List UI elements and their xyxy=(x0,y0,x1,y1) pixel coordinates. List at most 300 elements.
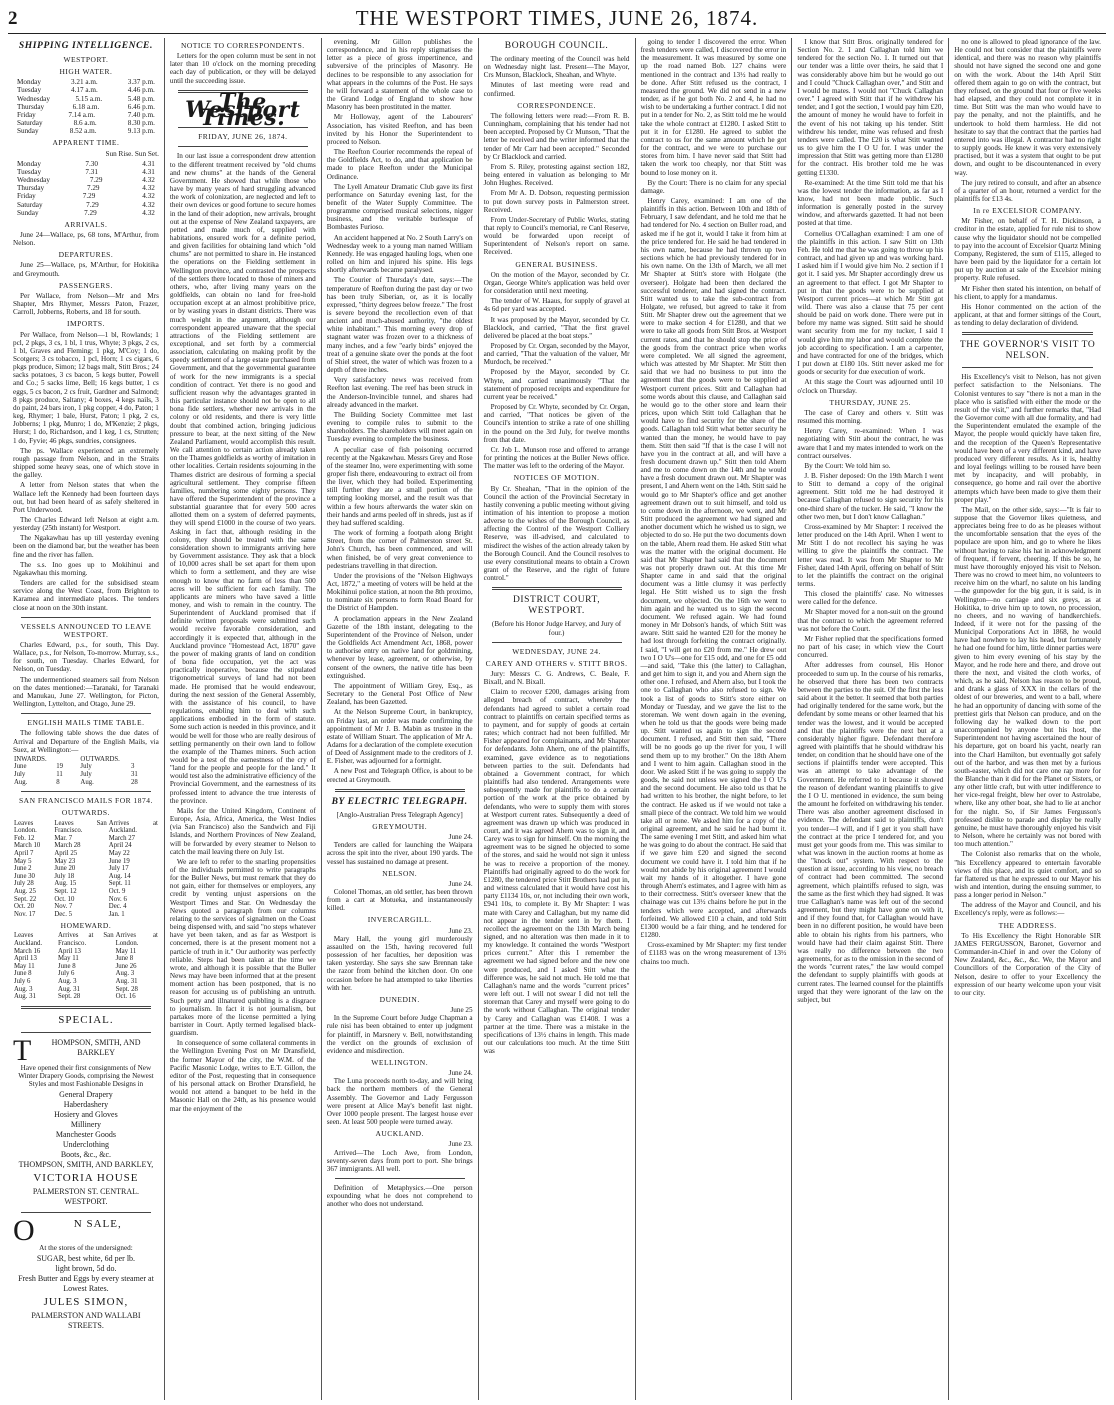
correspondence-heading: CORRESPONDENCE. xyxy=(517,100,596,110)
telegram-date: June 23. xyxy=(448,926,473,935)
sf-row-cell: Mar. 7 xyxy=(54,834,73,842)
mails-table xyxy=(13,756,159,786)
telegram-text: Tenders are called for launching the Waipara across the spit into the river, about 190 yards. The vessel has sustained no damage at present. xyxy=(326,841,473,866)
steamers-text: The undermentioned steamers sail from Nelson on the dates mentioned:—Taranaki, for Taranaki and Manukau, June 27. Wellington, for Picton, Wellington, Lyttelton, and Otago, June 29. xyxy=(13,675,159,709)
telegram-text: The Luna proceeds north to-day, and will bring back the northern members of the General Assembly. The Governor and Lady Fergusson were present at Alice May's benefit last night. Over 1000 people present. The largest house ever seen. At least 500 people were turned away. xyxy=(326,1077,473,1127)
sf-home-row xyxy=(13,955,159,963)
sf-row-cell: May 22 xyxy=(108,849,130,857)
tide-row-cell: 3.37 p.m. xyxy=(127,78,155,87)
sun-row-cell: 4.32 xyxy=(142,184,155,193)
sf-row-cell: Oct. 9 xyxy=(108,887,126,895)
sun-row xyxy=(17,176,155,184)
divider xyxy=(21,617,151,618)
thursday-heading: THURSDAY, JUNE 25. xyxy=(829,397,912,407)
telegram-text: Colonel Thomas, an old settler, has been thrown from a cart at Motueka, and instantaneously killed. xyxy=(326,888,473,913)
mail-row xyxy=(13,779,159,787)
paragraph: Mr Fisher, on behalf of T. H. Dickinson, a creditor in the estate, applied for rule nisi to show cause why the liquidator should not be compelled to pay into the account of Excelsior Quartz Mining Company, Registered, the sum of £115, alleged to have been paid by the liquidator for a certain lot put up by auction at sale of the Excelsior mining property. Rule refused. xyxy=(954,217,1101,283)
tsb-item: Millinery xyxy=(70,1120,102,1130)
sun-row-cell: 4.32 xyxy=(142,208,155,217)
general-business-heading: GENERAL BUSINESS. xyxy=(515,259,598,269)
mails-col-in: INWARDS. xyxy=(14,755,47,763)
tide-row-cell: 8.52 a.m. xyxy=(69,127,97,136)
sf-home-row-cell: July 6 xyxy=(14,978,31,985)
excelsior-paragraphs xyxy=(954,217,1101,327)
telegram-text: Arrived—The Loch Awe, from London, seventy-seven days from port to port. She brings 367 immigrants. All well. xyxy=(326,1148,473,1173)
telegram-date: June 24. xyxy=(448,879,473,888)
excelsior-heading: In re EXCELSIOR COMPANY. xyxy=(973,206,1082,216)
sf-row-cell: April 25 xyxy=(54,849,78,857)
paragraph: Minutes of last meeting were read and confirmed. xyxy=(483,81,630,98)
address-text: To His Excellency the Right Honorable SIR JAMES FERGUSSON, Baronet, Governor and Commander-in-Chief in and over the Colony of New Zealand, &c., &c., &c. We, the Mayor and Councillors of the Corporation of the City of Nelson, desire to offer to your Excellency the expression of our hearty welcome upon your visit to our city. xyxy=(954,931,1101,997)
mail-row-cell: June xyxy=(14,763,27,771)
paragraph: I know that Stitt Bros. originally tendered for Section No. 2. I and Callaghan told him we tendered for the section No. 1. It turned out that our tender was a little over theirs, he said that I was considerably above him but he would go out and I could "Chuck Callaghan over," and Stitt and I would be mates. I would not "Chuck Callaghan over." I agreed with Stitt that if he withdrew his tender, and I got the section, I would pay him £20, the amount of money he would have to forfeit in the event of his not taking up his tender. Stitt withdrew his tender, mine was refused and fresh tenders were called. The £20 is what Stitt wanted us to give him the I O U for. I was under the impression that Stitt was getting more than £1280 for the contract. His brother told me he was getting £1330. xyxy=(797,38,944,177)
telegram-place: AUCKLAND. xyxy=(375,1129,424,1139)
passengers-text: Per Wallace, from Nelson—Mr and Mrs Shapter, Mrs Rhymer, Messrs Paton, Frazer, Carroll, Jobberns, Roberts, and 18 for south. xyxy=(13,291,159,317)
divider xyxy=(335,789,465,792)
notices-of-motion-heading: NOTICES OF MOTION. xyxy=(513,473,600,483)
paragraph: The case of Carey and others v. Stitt was resumed this morning. xyxy=(797,408,944,426)
paragraph: The following letters were read:—From R. B. Cunningham, complaining that his tender had not been accepted. Proposed by Cr Munson, "That the letter be received and the writer informed that the tender of Mr Carr had been accepted." Seconded by Cr Blacklock and carried. xyxy=(483,111,630,161)
paragraph: Henry Carey, re-examined: When I was negotiating with Stitt about the contract, he was aware that I and my mates intended to work on the contract ourselves. xyxy=(797,427,944,460)
telegram-place: NELSON. xyxy=(382,868,418,878)
sf-home-row xyxy=(13,993,159,1001)
mail-row-cell: 8 xyxy=(56,778,60,786)
tide-row xyxy=(17,78,155,86)
sf-heading: SAN FRANCISCO MAILS FOR 1874. xyxy=(18,796,153,806)
column-2 xyxy=(165,38,322,1400)
tide-table xyxy=(17,78,155,135)
special-heading: SPECIAL. xyxy=(58,1013,114,1026)
paragraph: The tender of W. Haaus, for supply of gravel at 4s 6d per yard was accepted. xyxy=(483,297,630,314)
westport-heading: WESTPORT. xyxy=(63,55,109,64)
sf-row xyxy=(13,858,159,866)
paragraph: The Courier of Thursday's date, says:—The temperature of Reefton during the past day or two has been truly Siberian, or, as it is locally expressed, "thirty degrees below freeze." The frost is severe beyond the recollection even of that ancient and much-abused authority, "the oldest white inhabitant." This morning every drop of stagnant water was frozen over to a thickness of many inches, and a few "early birds" enjoyed the treat of a genuine skate over the ponds at the foot of Shiel street, the water of which was frozen to a depth of three inches. xyxy=(326,276,473,375)
divider xyxy=(335,1178,465,1179)
sf-home-row-cell: Oct. 16 xyxy=(115,993,136,1001)
tsb-item: Manchester Goods xyxy=(55,1130,117,1140)
sf-home-row-cell: June 8 xyxy=(58,962,76,970)
paragraph: The address of the Mayor and Council, and his Excellency's reply, were as follows:— xyxy=(954,901,1101,918)
victoria-house: VICTORIA HOUSE xyxy=(33,1172,139,1185)
on-sale-heading: N SALE, xyxy=(73,1218,122,1231)
paragraph: Under the provisions of the "Nelson Highways Act, 1872," a meeting of voters will be held at the Mokihinui police station, at noon the 8th proximo, to nominate six persons to form Road Board for the District of Hampden. xyxy=(326,571,473,613)
agency-line: [Anglo-Australian Press Telegraph Agency] xyxy=(336,810,463,819)
sf-home-row-cell: June 26 xyxy=(115,962,137,970)
sf-home-row-cell: Aug. 31 xyxy=(14,993,36,1001)
paragraph: At this stage the Court was adjourned until 10 o'clock on Thursday. xyxy=(797,378,944,395)
paragraph: From Under-Secretary of Public Works, stating that reply to Council's memorial, re Canl Reserve, would be forwarded upon receipt of Superintendent of Nelson's report on same. Received. xyxy=(483,215,630,257)
sf-home-row-cell: Aug. 3 xyxy=(58,978,77,985)
column-header: Arrives at Auckland. xyxy=(108,819,158,835)
sf-row-cell: July 28 xyxy=(14,880,34,888)
tide-row-cell: 5.48 p.m. xyxy=(127,94,155,103)
sf-home-row-cell: June 8 xyxy=(115,955,134,963)
mail-row xyxy=(13,763,159,771)
mail-row-cell: 11 xyxy=(56,771,63,779)
sf-row-cell: July 17 xyxy=(108,865,129,873)
dropcap-t: T xyxy=(13,1033,32,1067)
paragraph: After addresses from counsel, His Honor proceeded to sum up. In the course of his remarks, he observed that there has been two contracts between the parties to the suit. Of the first the less said about it the better. It seemed that both parties had originally tendered for the same work, but the defendant by some means or other learned that his tender was the lowest, and it would be accepted and that the plaintiffs were the next but at a considerably higher figure. Defendant therefore agreed with plaintiffs that he should withdraw his tender, on condition that he should have one of the sections if plaintiffs tender were accepted. This was an attempt to take advantage of the Government. He referred to it because it showed the reason of defendant wanting plaintiffs to give the I O U. mentioned in evidence, the sum being the amount he forfeited on withdrawing his tender. There was also another agreement disclosed in evidence. The defendant said to plaintiffs, don't you tender—I will, and if I get it you shall have the contract at the price I tendered for, and you must get your goods from me. This was similar to what was known in the auction rooms at home as the "knock out" system. With respect to the question at issue, according to his view, no breach of contract had been committed. The second agreement, which plaintiffs refused to sign, was the same as the first which they had signed. It was true Callaghan's name was left out of the second agreement, but they might have gone on with it, and if they found that, for Callaghan would have been in no different position, he would have been able to obtain his rights from his partners, who would have had their claim against Stitt. There was really no difference between the two agreements, for as to the omission in the second of the words "current rates," the law would compel the defendant to supply plaintiffs with goods at current rates. The learned counsel for the plaintiffs urged that they were ignorant of the law on the subject, but xyxy=(797,661,944,1004)
editorial xyxy=(170,152,316,1112)
tsb-item: Haberdashery xyxy=(63,1100,109,1110)
paragraph: An accident happened at No. 2 South Larry's on Wednesday week to a young man named William Kennedy. He was engaged hauling logs, when one rolled on him and injured his spine. His legs shortly afterwards became paralysed. xyxy=(326,233,473,275)
divider xyxy=(21,713,151,714)
paragraph: By the Court: We told him so. xyxy=(804,461,891,470)
district-court-heading: DISTRICT COURT, WESTPORT. xyxy=(512,595,601,617)
tide-row-cell: 8.30 p.m. xyxy=(127,119,155,128)
sf-row-cell: Nov. 7 xyxy=(54,903,73,911)
sf-homeward-table xyxy=(13,932,159,1000)
sf-home-row-cell: Aug. 31 xyxy=(58,985,80,993)
sf-home-row xyxy=(13,978,159,986)
tsb-items xyxy=(13,1090,159,1160)
sun-row xyxy=(17,209,155,217)
sun-row xyxy=(17,192,155,200)
paragraph: The Lyell Amateur Dramatic Club gave its first performance on Saturday evening last, for the benefit of the Water Supply Committee. The programme comprised musical selections, nigger business, and the veritable burlesque of Bombastes Furioso. xyxy=(326,182,473,232)
telegram-date: June 24. xyxy=(448,833,473,842)
dateline: FRIDAY, JUNE 26, 1874. xyxy=(198,132,288,142)
divider xyxy=(492,642,622,643)
paragraph: His Excellency's visit to Nelson, has not given perfect satisfaction to the Nelsonians. The Colonist ventures to say "there is not a man in the place who is satisfied with either the mode or the result of the visit," and further remarks that, "Had the Governor come with all due formality, and had the Superintendent emulated the example of the Mayor, the people would quickly have taken fire, and the reception of the Queen's Representative would have been of a very different kind, and have produced very different results. As it is, healthy and loyal feelings willing to be roused have been met by incapacity, and will probably, in consequence, go home and rail over the abortive attempts which have been made to give them their proper play." xyxy=(954,373,1101,504)
column-header: Leaves Auckland. xyxy=(14,932,43,948)
tide-row-cell: 6.18 a.m. xyxy=(72,102,100,111)
sf-home-row-cell: June 8 xyxy=(14,970,32,978)
sun-row-cell: Friday xyxy=(17,192,36,201)
tide-row-cell: Sunday xyxy=(17,127,39,136)
sf-home-row-cell: May 11 xyxy=(115,947,137,955)
tsb-name: HOMPSON, SMITH, AND BARKLEY xyxy=(51,1037,141,1057)
governors-visit-heading: THE GOVERNOR'S VISIT TO NELSON. xyxy=(959,340,1096,362)
sf-row xyxy=(13,911,159,919)
news-paragraphs xyxy=(327,38,473,784)
column-header: Leaves London. xyxy=(14,819,37,835)
sun-row-cell: Wednesday xyxy=(17,176,50,185)
sf-home-row-cell: July 6 xyxy=(58,970,75,978)
mail-row-cell: Aug. xyxy=(14,778,28,786)
sun-row-cell: Thursday xyxy=(17,184,45,193)
column-header: Arrives at San Francisco. xyxy=(58,932,114,948)
telegram-date: June 25 xyxy=(450,1006,473,1015)
tsb-item: General Drapery xyxy=(59,1090,113,1100)
sun-row-cell: 7.30 xyxy=(85,159,98,168)
telegram-text: In the Supreme Court before Judge Chapman a rule nisi has been obtained to enter up judgment for plaintiff, in Marsnery v. Bell, notwithstanding the verdict on the grounds of exclusion of evidence and misdirection. xyxy=(326,1014,473,1055)
mails-col-out: OUTWARDS. xyxy=(80,755,120,763)
tsb-signature: THOMPSON, SMITH, AND BARKLEY, xyxy=(18,1160,154,1170)
paragraph: The ps. Wallace experienced an extremely rough passage from Nelson, and in the Straits shipped some heavy seas, one of which stove in the galley. xyxy=(13,446,159,480)
sf-row-cell: Dec. 5 xyxy=(54,910,73,918)
sun-row-cell: 4.32 xyxy=(142,200,155,209)
tide-row-cell: 6.46 p.m. xyxy=(127,102,155,111)
apparent-time-heading: APPARENT TIME. xyxy=(52,138,120,148)
paragraph: A proclamation appears in the New Zealand Gazette of the 18th instant, delegating to the Superintendent of the Province of Nelson, under the Goldfields Act Amendment Act, 1868, power to authorise entry on native land for goldmining, whenever by lease, agreement, or otherwise, by consent of the owners, the native title has been extinguished. xyxy=(326,614,473,680)
paragraph: Mr Holloway, agent of the Labourers' Association, has visited Reefton, and has been invited by his Honor the Superintendent to proceed to Nelson. xyxy=(326,113,473,146)
sf-row xyxy=(13,865,159,873)
paragraph: In consequence of some collateral comments in the Wellington Evening Post on Mr Dransfield, the former Mayor of the city, the W.M. of the Pacific Masonic Lodge, writes to E.T. Gillon, the editor of the Post, requesting that in consequence of his personal attack on Brother Dransfield, he would not attend a banquet to be held in the Masonic Hall on the 24th, as his presence would mar the enjoyment of the xyxy=(169,1039,316,1113)
westport-line: WESTPORT. xyxy=(64,1197,108,1207)
notice-heading: NOTICE TO CORRESPONDENTS. xyxy=(180,41,305,50)
sf-row-cell: Dec. 4 xyxy=(108,903,127,911)
paragraph: In our last issue a correspondent drew attention to the different treatment received by "old chums and new chums" at the hands of the General Government. He showed that while those who have by many years of hard struggling advanced the work of colonization, are neglected and left to their own devices or good fortune to secure homes in the land of their adoption, new arrivals, brought out at the expense of New Zealand taxpayers, are petted and made much of, supplied with habitations, ensured work for a definite period, and given facilities for obtaining land which "old chums" are not permitted to share in. He instanced the operations on the Fielding settlement in Wellington province, and contrasted the prospects of the settlers there located to those of miners and others, who, after living many years on the goldfields, can obtain no land for free-hold occupation except at an almost prohibitive price, or by wasting years in distant districts. There was much weight in the argument, although our correspondent appeared unaware that the special attractions of the Fielding settlement are exceptional, and set forth by a commercial association, calculating on making profit by the speedy settlement of a large estate purchased from Government, and that the governmental guarantee of work for the new immigrants is a special condition of contract. Yet there is no good and sufficient reason why the advantages granted in this particular instance should not be open to all bona fide settlers, whether new arrivals in the colony or old residents, and there is very little doubt that combined action, bringing judicious pressure to bear, at the next sitting of the New Zealand Parliament, would accomplish this result. We call attention to certain action already taken on the Thames goldfields as worthy of imitation in other localities. Certain residents sojourning in the Thames district are desirous of forming a special agricultural settlement. They comprise fifteen families, numbering some eighty persons. They have offered the Superintendent of the province a substantial guarantee that for every 500 acres allotted them on a system of deferred payments, they will spend £1000 in the course of two years. Asking in fact that, although residing in the colony, they should be treated with the same consideration shown to immigrants arriving here by Government assistance. They ask that a block of 10,000 acres shall be set apart for them upon which to form a settlement, and they are wise enough to know that no farm of less than 500 acres will be sufficient for each family. The applicants are miners who have saved a little money, and wish to remain in the country. The Superintendent of Auckland promised that if definite written proposals were submitted such would receive favorable consideration, and accordingly it is expected that, although in the Auckland province "Homestead Act, 1870" gave the power of making grants of land on condition of bona fide occupation, yet the act was practically inoperative, because the stipulated trigonometrical surveys of land had not been made. He promised that he would endeavour, during the next session of the General Assembly, with the assistance of his council, to have regulations, enabling him to deal with such applications embodied in the form of statute. Some such action is needed in this province, and it would be well for those who are really desirous of settling permanently on their own land to follow the example of the Thames miners. Such action would be a test of the earnestness of the cry of "land for the people and people for the land." It would test also the administrative efficiency of the Provincial Government, and the earnestness of its professed intent to advance the true interests of the province. xyxy=(169,152,316,805)
governors-visit-paragraphs xyxy=(954,373,1101,917)
tide-row-cell: 4.17 a.m. xyxy=(71,86,98,95)
sf-row-cell: May 23 xyxy=(54,857,76,865)
paragraph: The Mail, on the other side, says:—"It is fair to suppose that the Governor likes quietness, and appreciates being free to do as he pleases without the uncomfortable sensation that the eyes of the populace are upon him, and go to where he likes without having to raise his hat in acknowledgment of frequent, if fervent, cheering. If this be so, he must have thoroughly enjoyed his visit to Nelson. There was no crowd to meet him, no volunteers to receive him on the wharf, no salute on his landing—the gunpowder for the big gun, it is said, is in Wellington—no carriage and six greys, as at Hokitika, to drive him up to town, no procession, no cheers, and no waving of handkerchiefs. Indeed, if it were not for the passing of the Municipal Corporations Act in 1868, he would have had nowhere to lay his head, but fortunately he had one found for him, little dinner parties were given to him every evening of his stay by the Mayor, and he rode here and there, and drove out there the next, and visited the cloth works, of which, as he said, Nelson has reason to be proud, and drank a glass of XXX in the cellars of the oldest of our breweries, and went to a ball, where he had an opportunity of dancing with some of the prettiest girls that Nelson can produce, and on the following day he walked down to the port unaccompanied by anyone but his host, the Superintendent not having ascertained the hour of his departure, got on board his yacht, nearly ran into the Charl Hamilton, but eventually got safely out of the harbor, and was then met by a furious south-easter, which did not care one rap more for the Blanche than it did for the Planet or Sisters, or any other little craft, but with utter indifference to her vice-regal freight, blew her over to Astrolabe, where, like any other boat, she had to lie at anchor for the night. So, if Sir James Fergusson's professed dislike to parade and display be really genuine, he must have thoroughly enjoyed his visit to Nelson, where he certainly was not bored with too much attention." xyxy=(954,505,1101,849)
tide-row xyxy=(17,111,155,119)
sf-row-cell: March 27 xyxy=(108,834,136,842)
jury-text: Jury: Messrs C. G. Andrews, C. Beale, F. Bixall, and N. Bixall. xyxy=(483,670,630,687)
paragraph: We are left to refer to the snarling propensities of the individuals permitted to write paragraphs for the Buller News, but must remark that they do not gain, either for themselves or employers, any credit by venting unjust aspersions on the Westport Times and Star. On Wednesday the News quoted a paragraph from our columns relating to the services of signalmen on the Coast being dispensed with, and said "no steps whatever have yet been taken, and as far as Westport is concerned, there is at the present moment not a particle of truth in it." Our authority was perfectly reliable. Steps had been taken at the time we wrote, and although it is possible that the Buller News may have been informed that at the present moment action has been postponed, that is no reason for accusing us of publishing an untruth. Such petty and illnatured quibbling is a disgrace to journalism. In fact it is not journalism, but partakes more of the license permitted a lying barrister in Court. Aptly termed legalised black-guardism. xyxy=(169,857,316,1038)
column-header: Leaves San Francisco. xyxy=(54,819,107,835)
court-continued-2 xyxy=(797,38,943,395)
sun-row-cell: 4.31 xyxy=(142,159,155,168)
tide-row-cell: 9.13 p.m. xyxy=(127,127,155,136)
tide-row-cell: Monday xyxy=(17,78,41,87)
sun-row-cell: Tuesday xyxy=(17,167,42,176)
paragraph: Cross-examined by Mr Shapter: my first tender of £1183 was on the wrong measurement of 13½ chains too much. xyxy=(640,941,787,966)
tide-row xyxy=(17,127,155,135)
column-3 xyxy=(322,38,479,1400)
sun-header: Sun Rise. Sun Set. xyxy=(105,149,159,158)
column-4 xyxy=(479,38,636,1400)
paragraph: By the Court: There is no claim for any special damage. xyxy=(640,178,787,195)
tide-row-cell: Thursday xyxy=(17,102,45,111)
telegram-date: June 23. xyxy=(448,1140,473,1149)
paragraph: Mr Fisher replied that the specifications formed no part of his case; in which view the Court concurred. xyxy=(797,634,944,660)
column-5 xyxy=(636,38,793,1400)
sf-row-cell: July 18 xyxy=(54,872,75,880)
sf-table xyxy=(13,820,159,919)
telegram-place: WELLINGTON. xyxy=(371,1057,429,1067)
sf-home-row-cell: March 16 xyxy=(14,947,41,955)
paragraph: Proposed by Cr. Whyte, seconded by Cr. Organ, and carried, "That notices be given of the Council's intention to strike a rate of one shilling in the pound on the 3rd July, for twelve months from that date. xyxy=(483,403,630,444)
sun-row-cell: Monday xyxy=(17,159,41,168)
sf-row-cell: March 28 xyxy=(54,842,81,850)
tide-row-cell: 5.15 a.m. xyxy=(75,94,103,103)
columns xyxy=(8,38,1106,1400)
on-sale-body: At the stores of the undersigned: xyxy=(39,1244,133,1253)
wednesday-heading: WEDNESDAY, JUNE 24. xyxy=(512,646,601,656)
departures-text: June 25—Wallace, ps, M'Arthur, for Hokitika and Greymouth. xyxy=(13,261,159,278)
sf-row xyxy=(13,842,159,850)
paragraph: Re-examined: At the time Stitt told me that his was the lowest tender the information, as far as I know, had not been made public. Such information is generally posted in the survey window, and afterwards gazetted. It had not been posted at that time. xyxy=(797,178,944,228)
sun-row xyxy=(17,160,155,168)
tide-row-cell: 3.21 a.m. xyxy=(70,78,98,87)
divider xyxy=(962,332,1093,335)
mail-row-cell: July xyxy=(80,771,92,779)
court-thursday xyxy=(797,409,943,1004)
paragraph: The jury retired to consult, and after an absence of a quarter of an hour, returned a verdict for the plaintiffs for £13 4s. xyxy=(954,178,1101,203)
sf-row xyxy=(13,873,159,881)
divider xyxy=(21,791,151,792)
sun-row xyxy=(17,201,155,209)
newspaper-title: THE WESTPORT TIMES, JUNE 26, 1874. xyxy=(355,6,759,30)
shipping-heading: SHIPPING INTELLIGENCE. xyxy=(18,41,153,51)
high-water-heading: HIGH WATER. xyxy=(59,67,113,77)
paragraph: Mr Shapter moved for a non-suit on the ground that the contract to which the agreement referred was not before the Court. xyxy=(797,608,944,633)
court-conclusion xyxy=(954,38,1101,203)
tsb-body: Have opened their first consignments of New Winter Drapery Goods, comprising the Newest Styles and most Fashionable Designs in xyxy=(18,1063,154,1089)
mail-row-cell: 19 xyxy=(56,763,64,771)
column-1 xyxy=(8,38,165,1400)
sun-row-cell: 4.31 xyxy=(142,167,155,176)
mail-row-cell: July xyxy=(14,771,26,779)
tide-row-cell: 4.46 p.m. xyxy=(127,86,155,95)
divider xyxy=(962,367,1093,368)
paragraph: A letter from Nelson states that when the Wallace left the Kennedy had been fourteen days out, but had been heard of as safely sheltered in Port Underwood. xyxy=(13,481,159,514)
sf-row-cell: Sept. 22 xyxy=(14,895,37,903)
mail-row-cell: Aug. xyxy=(80,778,94,786)
sf-row xyxy=(13,880,159,888)
sun-row-cell: 7.29 xyxy=(86,200,99,209)
sf-row-cell: Nov. 17 xyxy=(14,910,36,918)
sf-row-cell: May 5 xyxy=(14,857,32,865)
sf-row-cell: Nov. 6 xyxy=(108,895,127,903)
sf-row-cell: April 24 xyxy=(108,842,132,850)
telegram-place: INVERCARGILL. xyxy=(367,915,432,925)
paragraph: Henry Carey, examined: I am one of the plaintiffs in this action. Between 10th and 18th of February, I saw defendant, and he told me that he had tendered for No. 4 section on Buller road, and asked me if he got it, would I take it from him at the price tendered for. He said he had tendered in his own name, because he had thrown up two sections which he had previously tendered for in his own name. On the 13th of March, we all met Mr Shapter at Stitt's store with Holgate (the overseer). Holgate had been then declared the successful tenderer, and had signed the contract. Stitt wanted us to take the sub-contract from Holgate, we refused, but agreed to take it from Stitt. Mr Shapter drew out the agreement that we were to make section 4 for £1280, and that we were to take all goods from Stitt Bros. at Westport current rates, and that he should stop the price of the goods from the contract price when works were completed. We all signed the agreement, which was attested by Mr Shapter. Mr Stitt then said that we had no business to put into the agreement that the goods were to be supplied at Westport current prices. Stitt and Callaghan had some words about this clause, and Callaghan said he would go to the other store and learn their prices, upon which Stitt told Callaghan that he would have to find security for the share of the goods. Callaghan told Stitt what better security he wanted than the money, he would have to pay them. Stitt then said "If that is the case I will not have you in the contract at all, and will have a fresh document drawn up." Stitt then told Ahern and me to come down on the 14th and he would have a fresh document drawn out. Mr Shapter was present, I and Ahern went on the 14th. Stitt said he would go to Mr Shapter's office and get another agreement drawn out to suit himself, and told us to come down in the afternoon, we went, and Mr Stitt produced the agreement we had signed and another document which he wished us to sign, we objected to do so. He put the two documents down on the table, Ahern read them. He asked Stitt what was the matter with the original document. He said that Mr Shapter had said that the document was not properly drawn out. At this time Mr Shapter came in and said that the original document was a little clumsy it was perfectly legal. He Stitt wished us to sign the fresh document, we objected. On the 16th we went to him again and he wanted us to sign the second document. We refused again. We had found money in Mr Dobson's hands, of which Stitt was aware. Stitt said he wanted £20 for the money he had lost through forfeiting the contract originally. I said, "I will get no £20 from me." He drew out two I O U's—one for £15 odd, and one for £5 odd—and said, "Take this (the latter) to Callaghan, and get him to sign it, and you and Ahern sign the other one. I refused, and Ahern also, but I took the one to Callaghan who also refused to sign. We took a list of goods to Stitt's store either on Monday or Tuesday, and we gave the list to the storeman. We went down again in the evening, when he told us that the goods were being made up. Stitt wanted us again to sign the second document. I refused, and Stitt then said, "There will be no goods go up the river for you, I will send them up to my brother." On the 18th Ahern and I went to him again. Callaghan stood in the door. We asked Stitt if he was going to supply the goods, he said not unless we signed the I O U's and the second document. He also told us that he had written to his brother, the night before, to let the contract. He asked us if we would not take a small piece of the contract. We told him we would take all or none. We asked him for a copy of the original agreement, and he said he had burnt it. The same evening I met Stitt, and asked him what he was going to do about the contract. He said that if we gave him £20 and signed the second document we could have it. I told him that if he would not abide by his original agreement I would wait my hands of it altogether. I have gone through Ahern's estimates, and I agree with him as to their correctness. Stitt's overseer knew that the chainage was cut 13½ chains before he put in the tenders which were accepted, and afterwards forfeited. We allowed £10 a chain, and told Stitt £1300 would be a fair thing, and he tendered for £1280. xyxy=(640,196,787,940)
departures-heading: DEPARTURES. xyxy=(58,250,114,260)
paragraph: The Colonist also remarks that on the whole, "his Excellency appeared to entertain favorable views of this place, and its quiet comfort, and so far flattered us that he expressed to our Mayor his wish and intention, during the ensuing summer, to pass a longer period in Nelson." xyxy=(954,850,1101,900)
paragraph: The Building Society Committee met last evening to compile rules to submit to the shareholders. The shareholders will meet again on Tuesday evening to complete the business. xyxy=(326,410,473,444)
sf-home-row-cell: April 13 xyxy=(58,947,81,955)
sf-row-cell: June 2 xyxy=(14,865,32,873)
paragraph: This closed the plaintiffs' case. No witnesses were called for the defence. xyxy=(797,590,944,607)
mail-row-cell: 3 xyxy=(130,763,135,771)
mail-row-cell: 28 xyxy=(130,778,138,786)
telegram-place: GREYMOUTH. xyxy=(372,821,428,831)
sf-home-row-cell: April 13 xyxy=(14,955,37,963)
mails-heading: ENGLISH MAILS TIME TABLE. xyxy=(27,718,145,728)
fresh-butter-line: Fresh Butter and Eggs by every steamer at Lowest Rates. xyxy=(18,1274,154,1294)
column-6 xyxy=(792,38,949,1400)
shipping-notes xyxy=(13,447,159,612)
sun-row xyxy=(17,184,155,192)
paragraph: The Ngakawhau has up till yesterday evening been on the diamond bar, but the weather has been fine and the river has fallen. xyxy=(13,534,159,559)
telegram-place: DUNEDIN. xyxy=(379,994,420,1004)
sf-home-row-cell: Sept. 28 xyxy=(115,985,138,993)
paragraph: Mails for the United Kingdom, Continent of Europe, Asia, Africa, America, the West Indies (via San Francisco) also the Sandwich and Fiji Islands, and Northern Provinces of New Zealand, will be forwarded by every steamer to Nelson to catch the mail leaving there on July 1st. xyxy=(169,806,316,856)
divider xyxy=(21,1032,151,1033)
sun-row-cell: 7.29 xyxy=(84,208,97,217)
sf-home-row-cell: Aug. 3 xyxy=(14,985,33,993)
council-paragraphs xyxy=(484,55,630,98)
paragraph: The appointment of William Grey, Esq., as Secretary to the General Post Office of New Zealand, has been Gazetted. xyxy=(326,681,473,707)
paragraph: evening. Mr Gillon publishes the correspondence, and in his reply stigmatises the letter as a piece of gross impertinence, and subversive of the principles of Masonry. He declines to be responsible to any association for what appears in the columns of the Post. He says he will forward a statement of the whole case to the Grand Lodge of England to show how Masonry has been prostituted in the matter. xyxy=(326,38,473,112)
sf-row xyxy=(13,888,159,896)
sun-row-cell: Saturday xyxy=(17,200,43,209)
tide-row-cell: 8.6 a.m. xyxy=(73,119,97,128)
mail-row xyxy=(13,771,159,779)
divider xyxy=(178,146,308,147)
paragraph: Proposed by the Mayor, seconded by Cr. Whyte, and carried unanimously "That the statement of proposed receipts and expenditure for current year be received." xyxy=(483,368,630,401)
paragraph: A new Post and Telegraph Office, is about to be erected at Greymouth. xyxy=(326,767,473,784)
paragraph: Very satisfactory news was received from Reefton last evening. The reef has been struck in the Anderson-Invincible tunnel, and shares had already advanced in the market. xyxy=(326,376,473,409)
sf-row-cell: Jan. 1 xyxy=(108,910,125,918)
sf-row xyxy=(13,835,159,843)
paragraph: It was proposed by the Mayor, seconded by Cr. Blacklock, and carried, "That the first gravel delivered be placed at the boat steps." xyxy=(483,315,630,340)
tsb-item: Hosiery and Gloves xyxy=(54,1110,118,1120)
sun-row xyxy=(17,168,155,176)
paragraph: Tenders are called for the subsidised steam service along the West Coast, from Brighton to Karamea and intermediate places. The tenders close at noon on the 30th instant. xyxy=(13,579,159,612)
sf-home-row xyxy=(13,963,159,971)
divider xyxy=(21,1006,151,1009)
sf-home-row xyxy=(13,948,159,956)
sf-home-row xyxy=(13,970,159,978)
sf-home-row-cell: Aug. 31 xyxy=(115,978,138,985)
paragraph: J. B. Fisher deposed: On the 19th March I went to Stitt to demand a copy of the original agreement. Stitt told me he had destroyed it because Callaghan refused to sign security for his one-third share of the tucker. He said, "I know the other two men, but I don't know Callaghan." xyxy=(797,471,944,521)
sugar-line: SUGAR, best white, 6d per lb. xyxy=(36,1254,136,1264)
paragraph: His Honor commented on the action of the applicant, at that and former sittings of the Court, as tending to delay declaration of dividend. xyxy=(954,302,1101,328)
divider xyxy=(21,1212,151,1213)
notice-text: Letters for the open column must be sent in not later than 10 o'clock on the morning preceding each day of publication, or they will be delayed until the succeeding issue. xyxy=(169,52,316,85)
tide-row xyxy=(17,86,155,94)
sf-outwards: OUTWARDS. xyxy=(61,808,110,818)
court-body: Claim to recover £200, damages arising from alleged breach of contract, whereby the defendants had agreed to sublet a certain road contract to plaintiffs on certain specified terms as to payment, and for supply of goods at certain rates; which contract had not been fulfilled. Mr Fisher appeared for complainants, and Mr Shapter for defendants. John Ahern, one of the plaintiffs, examined, gave evidence as to negotiations between parties to the suit. Defendants had obtained a Government contract, for which plaintiffs had also tendered. Arrangements were subsequently made for plaintiffs to do a certain portion of the work at the price obtained by defendants, who were to supply them with stores at Westport current rates. Subsequently a deed of agreement was drawn up which was produced in court, and it was agreed Ahern was to sign it, and Carey was to sign for himself. On the morning the agreement was to be signed he objected to some of the stores, and said he would not sign it unless he was to receive a proportion of the money. Plaintiffs had originally agreed to do the work for £1280, the tendered price Stitt Brothers had put in, and witness calculated that it would have cost his party £1134 10s, or, not including their own work, £941 10s, to complete it. By Mr Shapter: I was mate with Carey and Callaghan, but my name did not appear in the tender sent in by them. I recollect the agreement on the 13th March being signed, and no alteration was then made in it to my knowledge. It contained the words "Westport prices current." After this I remember the agreement we had signed before and the new one were produced, and I asked Stitt what the difference was, he said not much. He told me that Callaghan's name and the words "current prices" were left out. I will not swear I did not tell the storeman that Carey and myself were going to do the work without Callaghan. The original tender by Carey and Callaghan was £1408. I was a partner at the time. There was a mistake in the specifications of 13½ chains in length. This made out our calculations too much. At the time Stitt was xyxy=(483,688,630,1056)
sf-row-cell: Aug. 25 xyxy=(14,887,36,895)
sf-row xyxy=(13,850,159,858)
mails-intro: The following table shows the due dates of Arrival and Departure of the English Mails, via Suez, at Wellington:— xyxy=(13,729,159,754)
sf-home-row-cell: Aug. 3 xyxy=(115,970,135,978)
general-business-paragraphs xyxy=(484,271,630,471)
court-continued xyxy=(641,38,787,966)
paragraph: Mr Fisher then stated his intention, on behalf of his client, to apply for a mandamus. xyxy=(954,284,1101,301)
arrivals-heading: ARRIVALS. xyxy=(64,219,108,229)
tide-row-cell: Saturday xyxy=(17,119,43,128)
definition-text: Definition of Metaphysics.—One person expounding what he does not comprehend to another who does not understand. xyxy=(326,1184,473,1209)
vessels-text: Charles Edward, p.s., for south, This Day. Wallace, p.s., for Nelson, To-morrow. Murray, s.s., for south, on Tuesday. Charles Edward, for Nelson, on Tuesday. xyxy=(13,641,159,674)
tide-row-cell: Wednesday xyxy=(17,94,50,103)
sun-row-cell: 7.29 xyxy=(82,192,96,201)
telegrams xyxy=(327,823,473,1173)
dropcap-o: O xyxy=(13,1214,35,1248)
court-subheading: (Before his Honor Judge Harvey, and Jury of four.) xyxy=(491,620,622,637)
sf-home-row-cell: May 11 xyxy=(14,962,35,970)
sf-row-cell: June 19 xyxy=(108,857,130,865)
paragraph: On the motion of the Mayor, seconded by Cr. Organ, George White's application was held over for consideration until next meeting. xyxy=(483,270,630,296)
sf-row-cell: Oct. 10 xyxy=(54,895,75,903)
paragraph: Cross-examined by Mr Shapter: I received the letter produced on the 14th April. When I went to Mr Stitt I do not recollect his saying he was willing to give the plaintiffs the contract. The letter was read. It was from Mr Shapter to Mr Fisher, dated 14th April, offering on behalf of Stitt to let the plaintiffs the contract on the original terms. xyxy=(797,522,944,588)
sf-row-cell: Sept. 11 xyxy=(108,880,131,888)
paragraph: From S. Riley, protesting against section 182, being entered in valuation as belonging to Mr John Hughes. Received. xyxy=(483,162,630,188)
masthead xyxy=(8,6,1106,32)
paragraph: The s.s. Ino goes up to Mokihinui and Ngakawhau this morning. xyxy=(13,560,159,577)
sf-home-row xyxy=(13,986,159,994)
palmerston-street: PALMERSTON ST. CENTRAL. xyxy=(32,1187,139,1197)
paragraph: A peculiar case of fish poisoning occurred recently at the Ngakawhau. Messrs Grey and Rose of the steamer Ino, were experimenting with some groper fish there, endeavouring to extract oil from the liver, which they had boiled. Experimenting still further they ate a small portion of the tempting looking morsel, and the result was that within a few hours afterwards the water skin on their hands and arms peeled off in shreds, just as if they had suffered scalding. xyxy=(326,445,473,527)
tsb-item: Boots, &c., &c. xyxy=(60,1150,112,1160)
jules-simon: JULES SIMON, xyxy=(43,1296,129,1309)
borough-council-heading: BOROUGH COUNCIL. xyxy=(504,41,609,51)
telegraph-heading: BY ELECTRIC TELEGRAPH. xyxy=(331,796,468,807)
masthead-rule xyxy=(8,33,1106,34)
paragraph: Cornelius O'Callaghan examined: I am one of the plaintiffs in this action. I saw Stitt on 13th Feb. He told me that he was going to throw up his contract, and had given up and was working hard. I asked him if I would give him No. 2 section if I got it. I said yes. Mr Shapter accordingly drew us an agreement to that effect. I got Mr Shapter to put in that the goods were to be supplied at Westport current prices—at which Mr Stitt got wild. There was also a clause that 75 per cent should be paid on work done. There were put in before my name was signed. Stitt said he should want security from me for my tucker, I said I would give him my labor and would complete the job according to specification. I am a carpenter, and have contracted for one of the bridges, which I put down at £180 10s. Stitt never asked me for goods or security for due execution of work. xyxy=(797,229,944,377)
tide-row-cell: 7.40 p.m. xyxy=(127,110,155,119)
paragraph: The Charles Edward left Nelson at eight a.m. yesterday (25th instant) for Westport. xyxy=(13,515,159,533)
paragraph: From Mr A. D. Dobson, requesting permission to put down survey posts in Palmerston street. Received. xyxy=(483,189,630,214)
address-heading: THE ADDRESS. xyxy=(998,920,1057,930)
sf-row-cell: June 30 xyxy=(14,872,35,880)
sun-row-cell: Sunday xyxy=(17,208,39,217)
tide-row-cell: Friday xyxy=(17,110,36,119)
mail-row-cell: July xyxy=(80,763,92,771)
sf-home-row-cell: May 11 xyxy=(58,955,79,963)
sun-table xyxy=(17,160,155,217)
paragraph: Cr. Job L. Munson rose and offered to arrange for printing the notices at the Buller News office. The matter was left to the ordering of the Mayor. xyxy=(483,445,630,471)
paragraph: At the Nelson Supreme Court, in bankruptcy, on Friday last, an order was made confirming the appointment of Mr J. B. Mabin as trustee in the estate of William Stuart. The application of Mr A. Adams for a declaration of the complete execution of Deed of Assignment made to the creditors of J. E. Fisher, was adjourned for a fortnight. xyxy=(326,708,473,766)
tide-row xyxy=(17,95,155,103)
jules-address: PALMERSTON AND WALLABI STREETS. xyxy=(31,1311,141,1331)
paragraph: going to tender I discovered the error. When fresh tenders were called, I discovered the error in the measurement. It was measured by some one up the road named Bob. 127 chains were mentioned in the contract and 13½ had really to be done. After Stitt refused us the contract, I measured the ground. We did not send in a new tender, as if he got both No. 2 and 4, he had no wish to be undertaking a further contract. I did not put in a tender for No. 2, as Stitt told me he would take the whole contract at £1280. I asked Stitt to put it in for £1280. He agreed to sublet the contract to us for the same amount which he got for the contract, and we were to purchase our stores from him. I have never said that Stitt had taken the work too cheaply, nor that Stitt was bound to lose money on it. xyxy=(640,38,787,177)
